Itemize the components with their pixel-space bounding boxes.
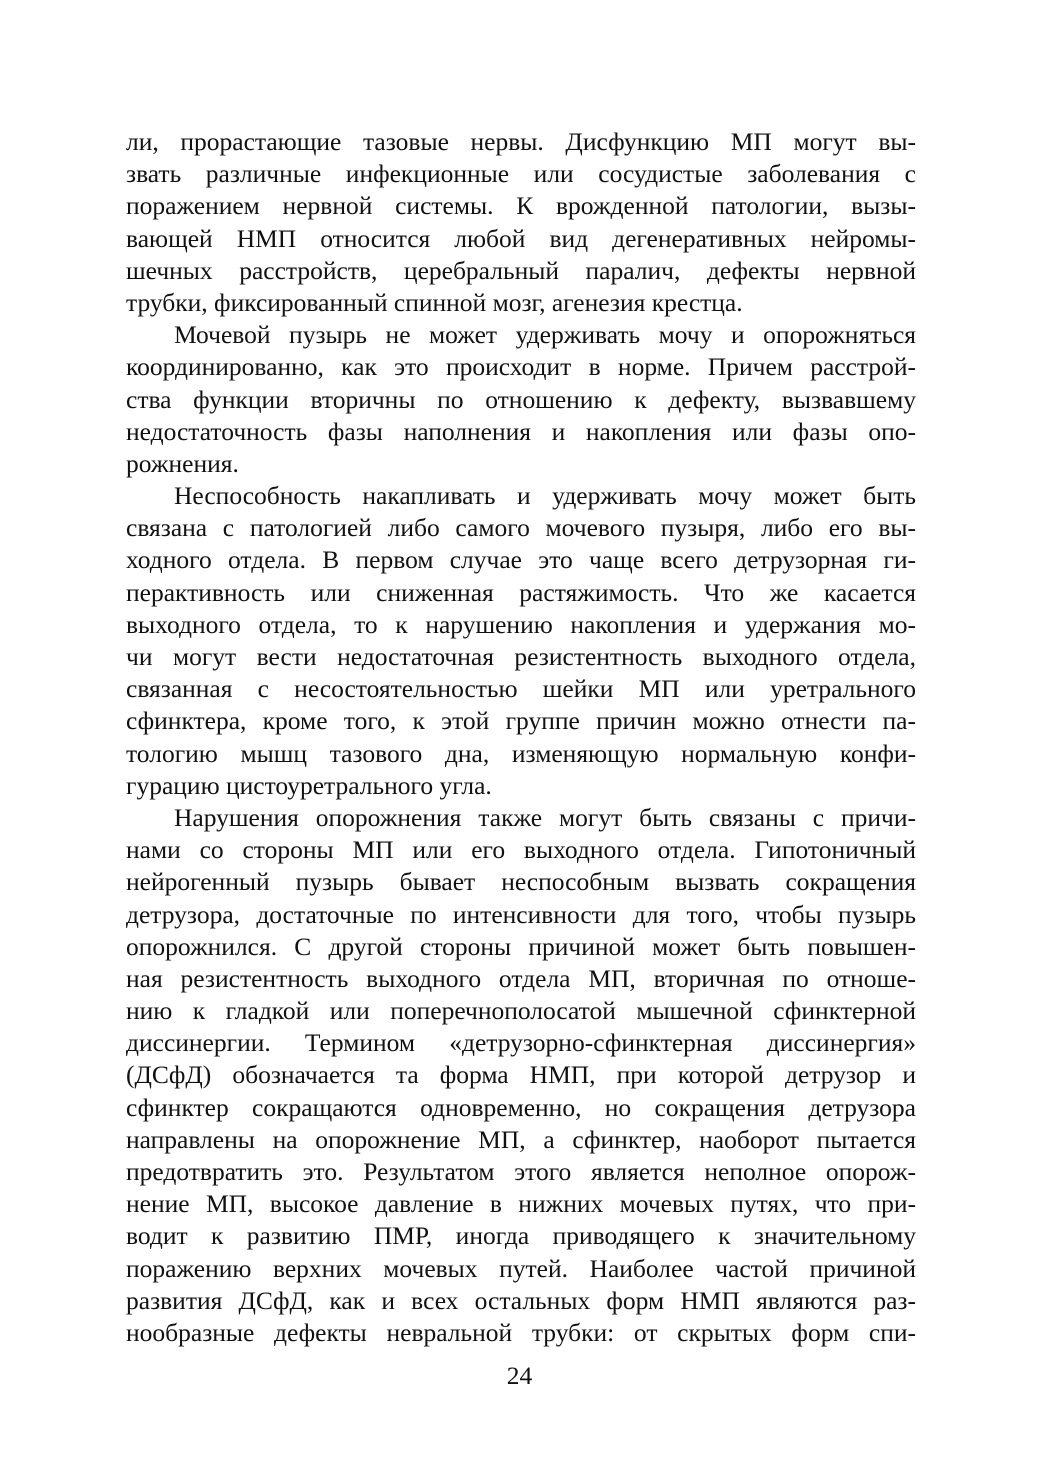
paragraph-4	[126, 802, 916, 1349]
body-text	[126, 126, 916, 1349]
text-line: сфинктера, кроме того, к этой группе причин можно отнести па-	[126, 706, 916, 736]
text-line: связана с патологией либо самого мочевого пузыря, либо его вы-	[126, 513, 916, 543]
text-line: водит к развитию ПМР, иногда приводящего к значительному	[126, 1221, 916, 1251]
text-line: Нарушения опорожнения также могут быть связаны с причи-	[174, 802, 916, 832]
text-line: нение МП, высокое давление в нижних мочевых путях, что при-	[126, 1189, 916, 1219]
text-line: детрузора, достаточные по интенсивности для того, чтобы пузырь	[126, 899, 916, 929]
text-line: связанная с несостоятельностью шейки МП или уретрального	[126, 674, 916, 704]
text-line: сфинктер сокращаются одновременно, но сокращения детрузора	[126, 1092, 916, 1122]
text-line: ства функции вторичны по отношению к дефекту, вызвавшему	[126, 384, 916, 414]
text-line: Неспособность накапливать и удерживать мочу может быть	[174, 481, 916, 511]
text-line: нейрогенный пузырь бывает неспособным вызвать сокращения	[126, 867, 916, 897]
text-line: нию к гладкой или поперечнополосатой мышечной сфинктерной	[126, 996, 916, 1026]
text-line: ходного отдела. В первом случае это чаще всего детрузорная ги-	[126, 545, 916, 575]
text-line: опорожнился. С другой стороны причиной может быть повышен-	[126, 931, 916, 961]
text-line: поражению верхних мочевых путей. Наиболее частой причиной	[126, 1253, 916, 1283]
text-line: направлены на опорожнение МП, а сфинктер, наоборот пытается	[126, 1124, 916, 1154]
text-line: нообразные дефекты невральной трубки: от скрытых форм спи-	[126, 1317, 916, 1347]
text-line: (ДСфД) обозначается та форма НМП, при которой детрузор и	[126, 1060, 916, 1090]
text-line: выходного отдела, то к нарушению накопления и удержания мо-	[126, 609, 916, 639]
text-line: недостаточность фазы наполнения и накопления или фазы опо-	[126, 416, 916, 446]
text-line: вающей НМП относится любой вид дегенеративных нейромы-	[126, 223, 916, 253]
paragraph-3	[126, 480, 916, 802]
paragraph-1	[126, 126, 916, 319]
text-line: рожнения.	[126, 448, 239, 478]
text-line: предотвратить это. Результатом этого является неполное опорож-	[126, 1157, 916, 1186]
text-line: поражением нервной системы. К врожденной патологии, вызы-	[126, 191, 916, 221]
text-line: ная резистентность выходного отдела МП, вторичная по отноше-	[126, 963, 916, 993]
text-line: диссинергии. Термином «детрузорно-сфинктерная диссинергия»	[126, 1028, 916, 1058]
text-line: тологию мышц тазового дна, изменяющую нормальную конфи-	[126, 738, 916, 768]
text-line: перактивность или сниженная растяжимость. Что же касается	[126, 577, 916, 607]
text-line: звать различные инфекционные или сосудистые заболевания с	[126, 159, 916, 189]
text-line: развития ДСфД, как и всех остальных форм НМП являются раз-	[126, 1285, 916, 1315]
paragraph-2	[126, 319, 916, 480]
text-line: Мочевой пузырь не может удерживать мочу и опорожняться	[174, 320, 916, 350]
text-line: ли, прорастающие тазовые нервы. Дисфункцию МП могут вы-	[126, 127, 916, 156]
text-line: чи могут вести недостаточная резистентность выходного отдела,	[126, 642, 916, 671]
text-line: шечных расстройств, церебральный паралич, дефекты нервной	[126, 255, 916, 285]
text-line: координированно, как это происходит в норме. Причем расстрой-	[126, 352, 916, 382]
text-line: нами со стороны МП или его выходного отдела. Гипотоничный	[126, 835, 916, 865]
text-line: трубки, фиксированный спинной мозг, агенезия крестца.	[126, 287, 743, 317]
text-line: гурацию цистоуретрального угла.	[126, 770, 492, 800]
page-number: 24	[506, 1361, 533, 1390]
